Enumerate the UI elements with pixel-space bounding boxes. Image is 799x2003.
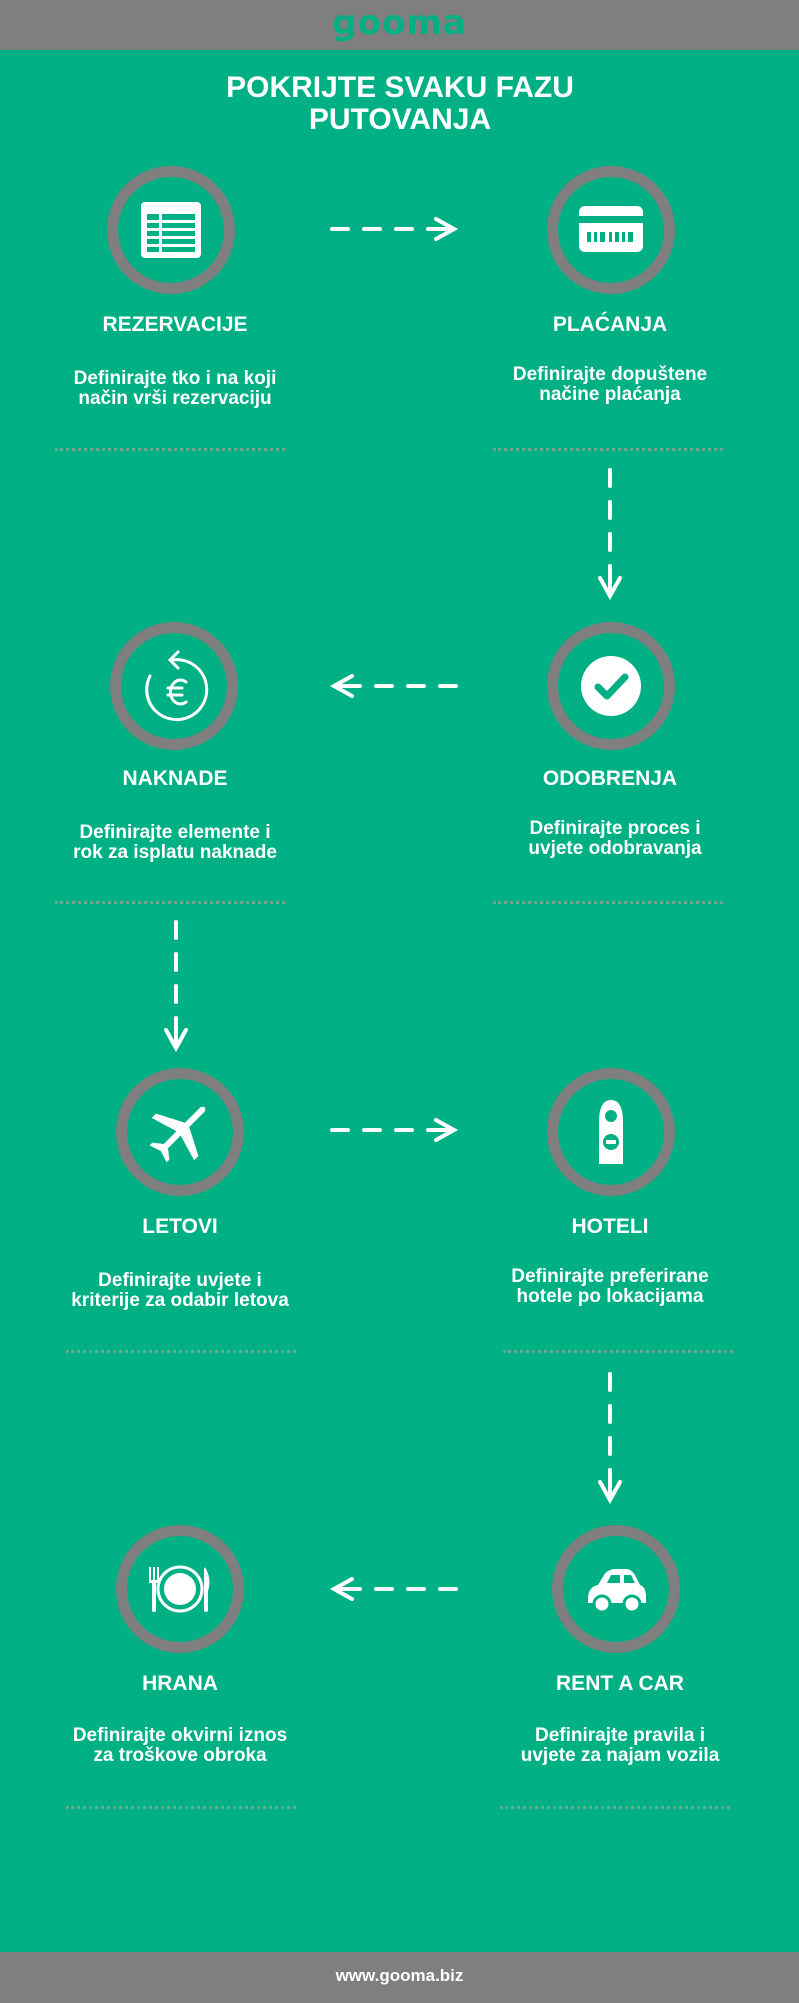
step-desc-odobrenja: Definirajte proces i uvjete odobravanja (528, 818, 702, 859)
reservations-icon-circle (107, 166, 235, 294)
hotels-icon-circle (547, 1068, 675, 1196)
rent-a-car-icon-circle (552, 1525, 680, 1653)
table-icon (131, 190, 211, 270)
step-label-odobrenja: ODOBRENJA (542, 767, 678, 790)
arrow-left-icon (328, 673, 460, 699)
food-icon-circle (116, 1525, 244, 1653)
step-label-hrana: HRANA (142, 1672, 218, 1695)
arrow-right-icon (328, 216, 460, 242)
dotted-divider (500, 1806, 730, 1809)
approvals-icon-circle (547, 622, 675, 750)
title-line-2: PUTOVANJA (308, 103, 492, 136)
dotted-divider (493, 448, 723, 451)
step-desc-rent-a-car: Definirajte pravila i uvjete za najam vozila (520, 1725, 720, 1766)
dotted-divider (55, 901, 285, 904)
plate-cutlery-icon (140, 1549, 220, 1629)
step-label-letovi: LETOVI (142, 1215, 218, 1238)
step-desc-hrana: Definirajte okvirni iznos za troškove obroka (72, 1725, 288, 1766)
payments-icon-circle (547, 166, 675, 294)
step-label-rezervacije: REZERVACIJE (102, 313, 248, 336)
step-desc-placanja: Definirajte dopuštene načine plaćanja (512, 364, 708, 405)
arrow-down-icon (596, 466, 624, 602)
flights-icon-circle (116, 1068, 244, 1196)
arrow-down-icon (596, 1370, 624, 1506)
dotted-divider (66, 1350, 296, 1353)
step-label-hoteli: HOTELI (571, 1215, 649, 1238)
checkmark-icon (571, 646, 651, 726)
euro-refund-icon (134, 646, 214, 726)
page-title (150, 72, 650, 136)
step-desc-rezervacije: Definirajte tko i na koji način vrši rezervaciju (73, 368, 277, 409)
car-icon (576, 1549, 656, 1629)
dotted-divider (66, 1806, 296, 1809)
top-bar (0, 0, 799, 50)
door-hanger-icon (571, 1092, 651, 1172)
step-desc-letovi: Definirajte uvjete i kriterije za odabir letova (71, 1270, 289, 1311)
arrow-left-icon (328, 1576, 460, 1602)
step-desc-naknade: Definirajte elemente i rok za isplatu naknade (73, 822, 277, 863)
step-label-rent-a-car: RENT A CAR (556, 1672, 684, 1695)
arrow-down-icon (162, 918, 190, 1054)
arrow-right-icon (328, 1117, 460, 1143)
airplane-icon (140, 1092, 220, 1172)
credit-card-icon (571, 190, 651, 270)
dotted-divider (503, 1350, 733, 1353)
dotted-divider (55, 448, 285, 451)
step-label-placanja: PLAĆANJA (552, 313, 668, 336)
title-line-1: POKRIJTE SVAKU FAZU (226, 71, 574, 104)
gooma-logo: gooma (332, 3, 467, 43)
dotted-divider (493, 901, 723, 904)
step-desc-hoteli: Definirajte preferirane hotele po lokacijama (511, 1266, 709, 1307)
bottom-bar (0, 1952, 799, 2003)
step-label-naknade: NAKNADE (122, 767, 228, 790)
website-link[interactable]: www.gooma.biz (335, 1966, 464, 1985)
compensation-icon-circle (110, 622, 238, 750)
